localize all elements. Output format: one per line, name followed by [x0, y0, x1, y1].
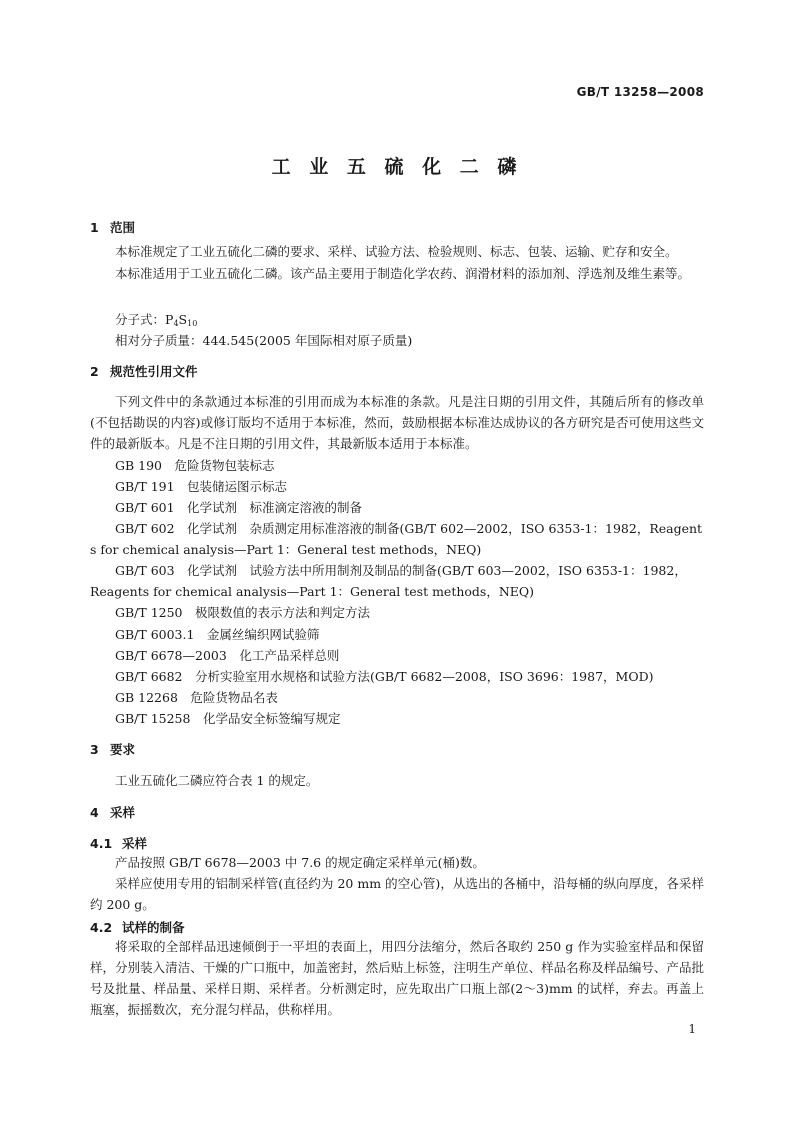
section-title: 范围 — [110, 220, 136, 235]
reference-item: GB/T 601 化学试剂 标准滴定溶液的制备 — [115, 500, 363, 515]
subsection-title: 试样的制备 — [122, 920, 185, 935]
section-2-heading — [90, 362, 198, 380]
reference-item: GB 190 危险货物包装标志 — [115, 458, 275, 473]
subsection-number: 4.1 — [90, 836, 113, 851]
paragraph: 采样应使用专用的铝制采样管(直径约为 20 mm 的空心管)，从选出的各桶中，沿每桶的纵向厚度，各采样约 200 g。 — [90, 876, 704, 912]
reference-item: GB/T 603 化学试剂 试验方法中所用制剂及制品的制备(GB/T 603—2002，ISO 6353-1：1982，Reagents for chemical analysis—Part 1：General test methods，NEQ) — [90, 563, 687, 599]
section-number: 1 — [90, 220, 99, 235]
section-title: 要求 — [110, 742, 136, 757]
section-1-heading — [90, 218, 135, 236]
reference-item: GB/T 602 化学试剂 杂质测定用标准溶液的制备(GB/T 602—2002，ISO 6353-1：1982，Reagents for chemical analysis—Part 1：General test methods，NEQ) — [90, 521, 703, 557]
section-number: 4 — [90, 805, 99, 820]
standard-code: GB/T 13258—2008 — [576, 85, 704, 99]
reference-item: GB/T 1250 极限数值的表示方法和判定方法 — [115, 605, 371, 620]
reference-item: GB/T 6678—2003 化工产品采样总则 — [115, 648, 340, 663]
reference-item: GB 12268 危险货物品名表 — [115, 690, 278, 705]
reference-item: GB/T 6003.1 金属丝编织网试验筛 — [115, 627, 320, 642]
reference-item: GB/T 191 包装储运图示标志 — [115, 479, 288, 494]
section-title: 采样 — [110, 805, 136, 820]
document-title: 工 业 五 硫 化 二 磷 — [271, 156, 523, 178]
reference-item: GB/T 15258 化学品安全标签编写规定 — [115, 711, 341, 726]
page-number: 1 — [688, 1022, 696, 1036]
molecular-mass: 相对分子质量：444.545(2005 年国际相对原子质量) — [115, 333, 413, 348]
section-3-heading — [90, 740, 135, 758]
formula-element: P — [165, 312, 174, 327]
subsection-title: 采样 — [122, 836, 148, 851]
formula-subscript: 4 — [173, 319, 179, 328]
subsection-number: 4.2 — [90, 920, 113, 935]
formula-element: S — [178, 312, 188, 327]
section-title: 规范性引用文件 — [110, 364, 198, 379]
formula-label: 分子式： — [115, 312, 166, 327]
formula-subscript: 10 — [187, 319, 198, 328]
section-number: 3 — [90, 742, 99, 757]
paragraph: 下列文件中的条款通过本标准的引用而成为本标准的条款。凡是注日期的引用文件，其随后所有的修改单(不包括勘误的内容)或修订版均不适用于本标准，然而，鼓励根据本标准达成协议的各方研究是否可使用这些文件的最新版本。凡是不注日期的引用文件，其最新版本适用于本标准。 — [90, 394, 704, 451]
subsection-4-2-heading — [90, 918, 185, 936]
reference-item: GB/T 6682 分析实验室用水规格和试验方法(GB/T 6682—2008，ISO 3696：1987，MOD) — [115, 669, 654, 684]
section-number: 2 — [90, 364, 99, 379]
paragraph: 工业五硫化二磷应符合表 1 的规定。 — [115, 773, 319, 788]
paragraph: 本标准规定了工业五硫化二磷的要求、采样、试验方法、检验规则、标志、包装、运输、贮存和安全。 — [115, 244, 678, 259]
subsection-4-1-heading — [90, 834, 147, 852]
section-4-heading — [90, 803, 135, 821]
paragraph: 将采取的全部样品迅速倾倒于一平坦的表面上，用四分法缩分，然后各取约 250 g 作为实验室样品和保留样，分别装入清洁、干燥的广口瓶中，加盖密封，然后贴上标签，注明生产单位、样品名称及样品编号、产品批号及批量、样品量、采样日期、采样者。分析测定时，应先取出广口瓶上部(2～3)mm 的试样，弃去。再盖上瓶塞，振摇数次，充分混匀样品，供称样用。 — [90, 939, 704, 1017]
paragraph: 本标准适用于工业五硫化二磷。该产品主要用于制造化学农药、润滑材料的添加剂、浮选剂及维生素等。 — [115, 266, 691, 281]
paragraph: 产品按照 GB/T 6678—2003 中 7.6 的规定确定采样单元(桶)数。 — [115, 855, 485, 870]
